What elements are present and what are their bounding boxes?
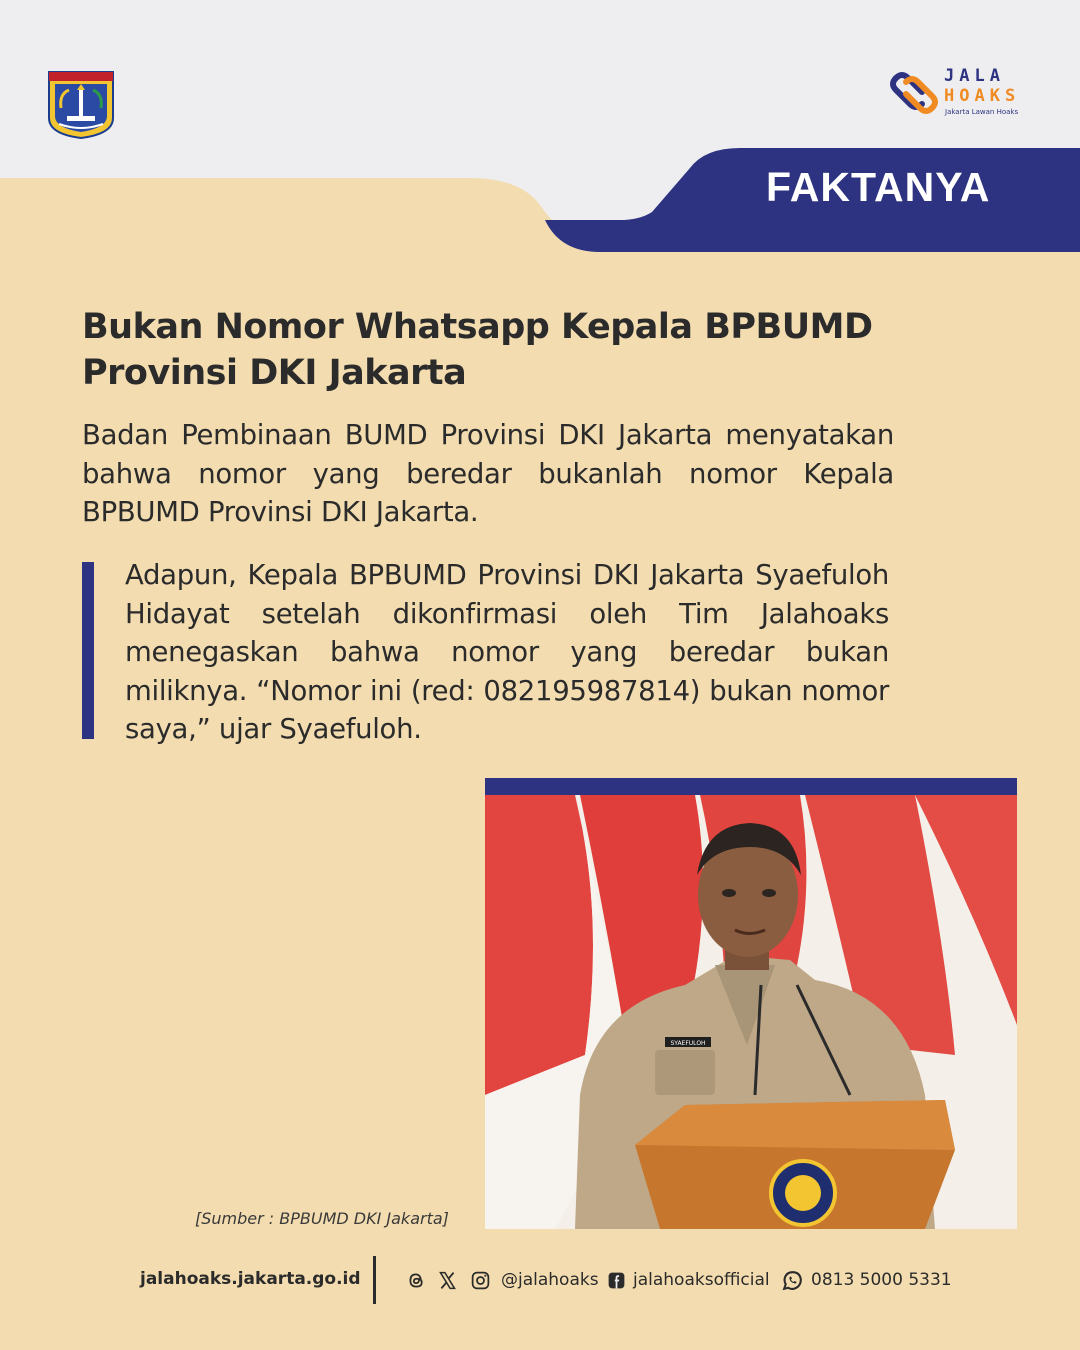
threads-icon[interactable] (406, 1270, 427, 1291)
footer-divider (373, 1256, 376, 1304)
footer-website-link[interactable]: jalahoaks.jakarta.go.id (140, 1269, 361, 1289)
quote-accent-bar (82, 562, 94, 739)
brand-line-1: JALA (944, 66, 1005, 86)
brand-line-2: HOAKS (944, 86, 1021, 106)
brand-tagline: Jakarta Lawan Hoaks (945, 108, 1019, 116)
article-quote: Adapun, Kepala BPBUMD Provinsi DKI Jakarta Syaefuloh Hidayat setelah dikonfirmasi oleh Tim Jalahoaks menegaskan bahwa nomor yang beredar bukan miliknya. “Nomor ini (red: 082195987814) bukan nomor saya,” ujar Syaefuloh. (125, 559, 889, 745)
photo-top-bar (485, 778, 1017, 795)
facebook-icon[interactable] (606, 1270, 627, 1291)
article-paragraph: Badan Pembinaan BUMD Provinsi DKI Jakarta menyatakan bahwa nomor yang beredar bukanlah nomor Kepala BPBUMD Provinsi DKI Jakarta. (82, 419, 894, 528)
image-source: [Sumber : BPBUMD DKI Jakarta] (195, 1209, 449, 1228)
instagram-icon[interactable] (470, 1270, 491, 1291)
x-icon[interactable] (437, 1270, 458, 1291)
jalahoaks-knot-icon (888, 68, 940, 118)
faktanya-label: FAKTANYA (766, 164, 991, 210)
article-title: Bukan Nomor Whatsapp Kepala BPBUMD Provinsi DKI Jakarta (82, 307, 873, 393)
social-handle-link[interactable]: @jalahoaks (501, 1270, 599, 1290)
whatsapp-number[interactable]: 0813 5000 5331 (811, 1270, 952, 1290)
jalahoaks-logo (888, 66, 1038, 120)
photo-nametag: SYAEFULOH (670, 1040, 706, 1047)
speaker-illustration (485, 795, 1017, 1229)
dki-jakarta-emblem (45, 68, 117, 140)
whatsapp-icon[interactable] (780, 1268, 805, 1293)
speaker-photo (485, 778, 1017, 1229)
facebook-link[interactable]: jalahoaksofficial (633, 1270, 770, 1290)
